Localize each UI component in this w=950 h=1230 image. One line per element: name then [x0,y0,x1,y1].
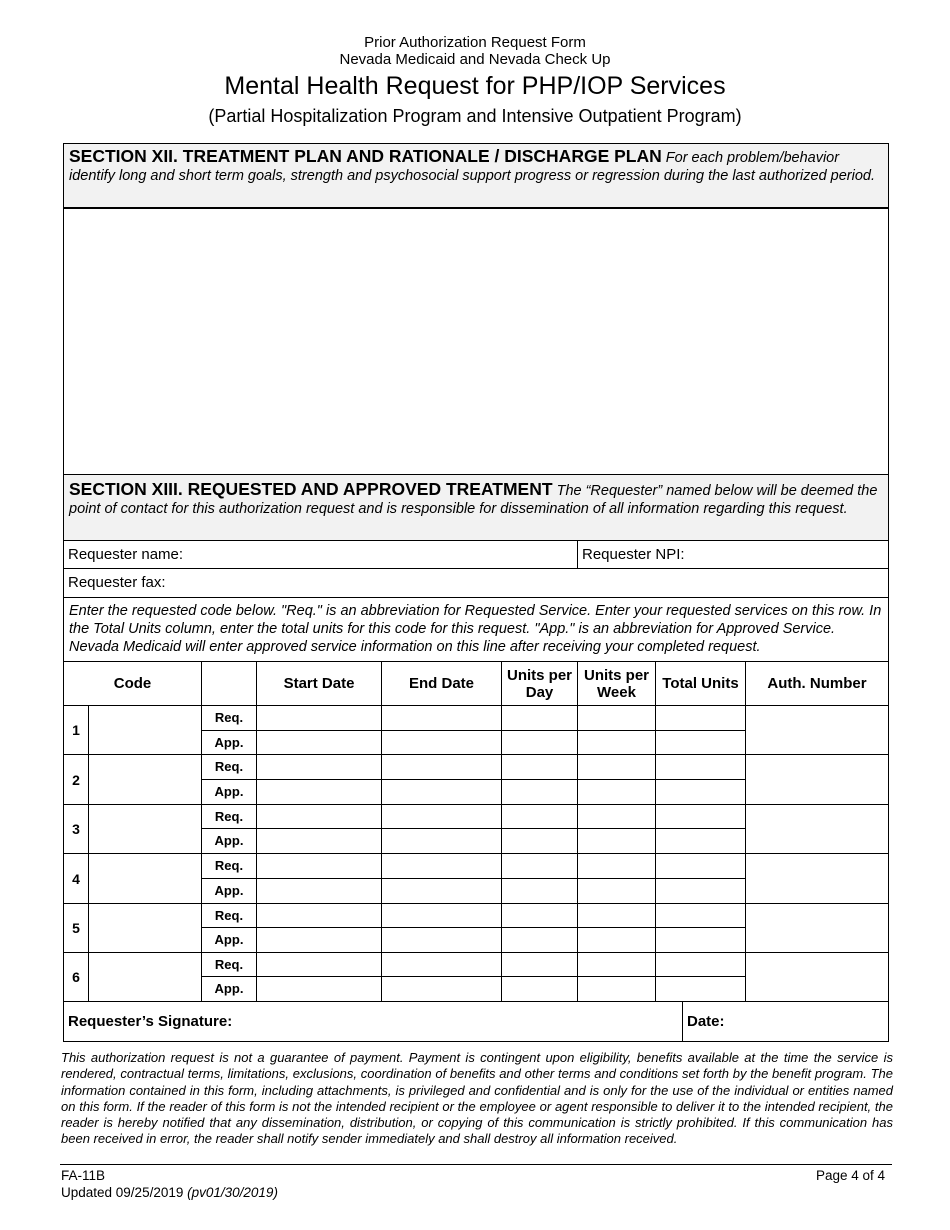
col-header-total-units: Total Units [662,675,739,692]
col-header-start-date: Start Date [283,675,355,692]
code-cell[interactable] [89,854,201,903]
requester-signature-label: Requester’s Signature: [68,1013,233,1030]
form-header [0,34,950,68]
col-header-units-per-day: Units per Day [506,666,572,701]
row-number: 5 [72,920,80,936]
page-title: Mental Health Request for PHP/IOP Services [224,72,726,100]
req-label: Req. [214,809,244,824]
row-number: 1 [72,722,80,738]
section12-header [64,144,888,207]
footer-divider [60,1164,892,1165]
row-number: 3 [72,821,80,837]
code-cell[interactable] [89,953,201,1001]
header-line2: Nevada Medicaid and Nevada Check Up [339,51,611,68]
app-label: App. [214,784,244,799]
page-number: Page 4 of 4 [815,1168,885,1183]
req-label: Req. [214,759,244,774]
section13-instructions: The “Requester” named below will be deemed the point of contact for this authorization request and is responsible for dissemination of all information regarding this request. [69,483,878,517]
page-subtitle: (Partial Hospitalization Program and Intensive Outpatient Program) [208,106,742,126]
code-cell[interactable] [89,755,201,804]
footer-left [61,1167,278,1201]
requester-fax-label: Requester fax: [68,574,166,591]
section12-instructions: For each problem/behavior identify long and short term goals, strength and psychosocial support progress or regression during the last authorized period. [69,150,876,184]
table-instructions: Enter the requested code below. "Req." is an abbreviation for Requested Service. Enter your requested services on this row. In the Total Units column, enter the total units for this code for this request. "App." is an abbreviation for Approved Service. Nevada Medicaid will enter approved service information on this line after receiving your completed request. [69,603,882,655]
header-line1: Prior Authorization Request Form [364,34,586,51]
requester-name-field[interactable] [64,541,577,568]
app-label: App. [214,981,244,996]
row-number: 4 [72,870,80,887]
col-header-auth-number: Auth. Number [767,675,867,692]
pv-date: (pv01/30/2019) [187,1185,278,1200]
app-label: App. [214,735,244,750]
form-id: FA-11B [61,1168,106,1183]
code-cell[interactable] [89,706,201,754]
form-frame [63,143,889,1042]
requester-npi-label: Requester NPI: [582,546,685,563]
col-header-end-date: End Date [408,675,474,692]
disclaimer-text: This authorization request is not a guarantee of payment. Payment is contingent upon eligibility, benefits available at the time the service is rendered, contractual terms, limitations, exclusions, coordination of benefits and other terms and conditions set forth by the benefit program. The information contained in this form, including attachments, is privileged and confidential and is only for the use of the individual or entities named on this form. If the reader of this form is not the intended recipient or the employee or agent responsible to deliver it to the intended recipient, the reader is hereby notified that any dissemination, distribution, or copying of this communication is strictly prohibited. If this communication has been received in error, the reader shall notify sender immediately and shall destroy all information received. [61,1050,893,1147]
col-header-code: Code [113,675,152,692]
row-number: 6 [72,969,80,985]
req-label: Req. [214,710,244,725]
col-header-units-per-week: Units per Week [583,666,649,701]
date-field[interactable] [683,1002,888,1042]
row-number: 2 [72,771,80,788]
updated-date: Updated 09/25/2019 (pv01/30/2019) [61,1185,278,1200]
date-label: Date: [687,1013,725,1030]
requester-fax-field[interactable] [64,569,888,597]
requester-signature-field[interactable] [64,1002,682,1042]
code-cell[interactable] [89,805,201,853]
section12-title: SECTION XII. TREATMENT PLAN AND RATIONALE / DISCHARGE PLAN [69,146,662,166]
app-label: App. [214,883,244,898]
app-label: App. [214,932,244,947]
requester-npi-field[interactable] [578,541,888,568]
req-label: Req. [214,858,244,873]
section13-header [64,475,888,540]
treatment-plan-textarea[interactable] [64,209,888,474]
code-cell[interactable] [89,904,201,952]
app-label: App. [214,833,244,848]
req-label: Req. [214,908,244,923]
section13-title: SECTION XIII. REQUESTED AND APPROVED TREATMENT [69,479,553,499]
requester-name-label: Requester name: [68,546,184,563]
req-label: Req. [214,957,244,972]
